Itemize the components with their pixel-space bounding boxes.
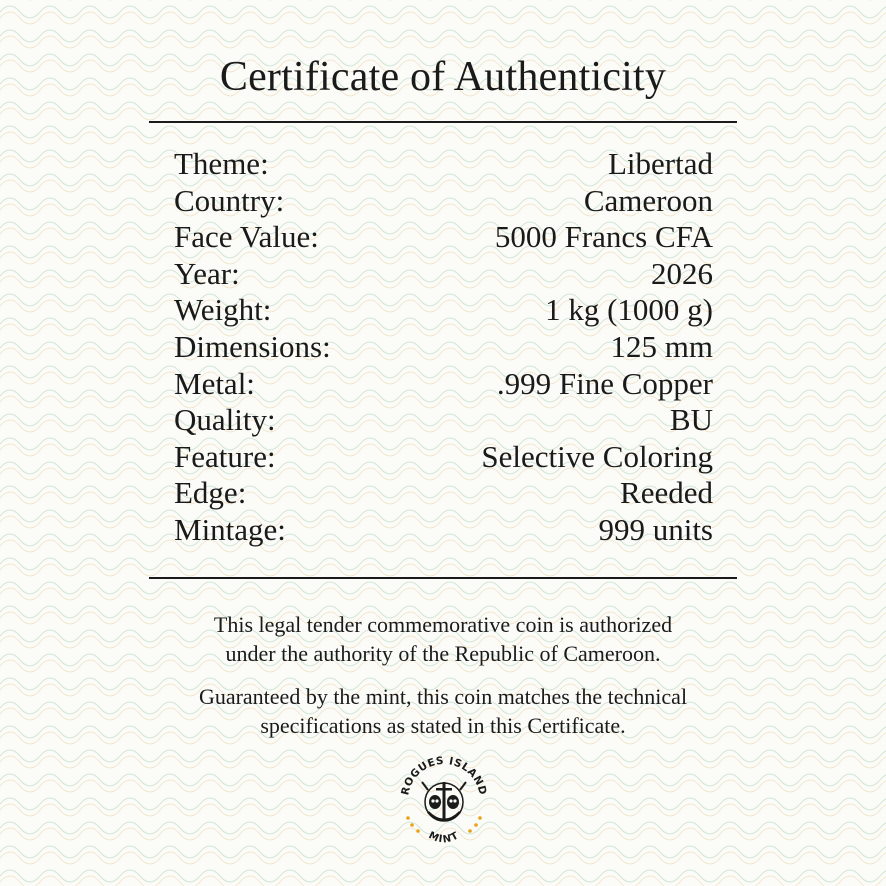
spec-value: 999 units [598, 511, 713, 547]
certificate-title: Certificate of Authenticity [219, 54, 667, 100]
legal-tender-note [0, 610, 886, 668]
spec-value: Reeded [620, 475, 713, 511]
certificate-notes [0, 610, 886, 754]
spec-row-mintage [174, 512, 713, 549]
skull-anchor-emblem-icon [422, 782, 466, 821]
spec-label: Face Value: [174, 219, 319, 255]
spec-row-year [174, 256, 713, 293]
spec-row-face-value [174, 219, 713, 256]
guarantee-note [0, 682, 886, 740]
spec-value: 1 kg (1000 g) [545, 292, 713, 328]
spec-label: Theme: [174, 146, 269, 181]
spec-row-country [174, 183, 713, 220]
spec-label: Feature: [174, 438, 276, 474]
spec-value: .999 Fine Copper [496, 365, 713, 401]
spec-row-feature [174, 439, 713, 476]
mint-logo [398, 752, 490, 848]
spec-row-weight [174, 292, 713, 329]
spec-value: BU [669, 402, 713, 438]
spec-list [174, 146, 713, 549]
logo-bottom-text: MINT [426, 830, 462, 846]
spec-label: Quality: [174, 402, 276, 438]
spec-label: Year: [174, 255, 240, 291]
spec-value: Libertad [607, 146, 713, 181]
spec-value: 5000 Francs CFA [494, 219, 713, 255]
logo-top-text: ROGUES ISLAND [399, 754, 489, 797]
note-line: specifications as stated in this Certificate. [260, 713, 626, 738]
spec-value: 2026 [651, 255, 713, 291]
note-line: This legal tender commemorative coin is authorized [213, 612, 673, 637]
spec-value: Selective Coloring [481, 438, 713, 474]
spec-label: Metal: [174, 365, 255, 401]
spec-row-quality [174, 402, 713, 439]
spec-value: 125 mm [610, 328, 713, 364]
spec-value: Cameroon [583, 182, 713, 218]
note-line: under the authority of the Republic of Cameroon. [225, 641, 661, 666]
note-line: Guaranteed by the mint, this coin matches the technical [198, 684, 688, 709]
spec-label: Dimensions: [174, 328, 331, 364]
spec-label: Country: [174, 182, 285, 218]
spec-label: Weight: [174, 292, 272, 328]
spec-label: Edge: [174, 475, 247, 511]
spec-row-edge [174, 475, 713, 512]
spec-row-metal [174, 366, 713, 403]
spec-row-dimensions [174, 329, 713, 366]
spec-row-theme [174, 146, 713, 183]
bottom-divider [149, 577, 737, 579]
top-divider [149, 121, 737, 123]
spec-label: Mintage: [174, 511, 286, 547]
